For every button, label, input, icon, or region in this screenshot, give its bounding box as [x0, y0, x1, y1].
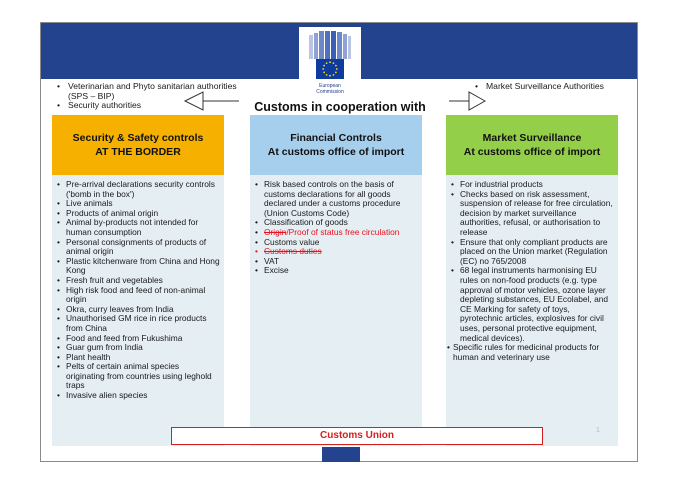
list-item: • Personal consignments of products of animal origin [56, 238, 220, 257]
slide [40, 22, 638, 462]
column-heading [446, 115, 618, 175]
column-heading [250, 115, 422, 175]
list-item: • Plant health [56, 353, 220, 363]
list-item: • Pre-arrival declarations security controls ('bomb in the box') [56, 180, 220, 199]
list-item: • Classification of goods [254, 218, 418, 228]
right-arrow-head-icon [469, 92, 485, 110]
list-item-duties: • Customs duties [254, 247, 418, 257]
list-item: • 68 legal instruments harmonising EU rules on non-food products (e.g. type approval of motor vehicles, ozone layer depleting substances, EU Ecolabel, and CE Marking for safety of toys, pyrotechnic articles, explosives for civil uses, personal protective equipment, medical devices). [450, 266, 614, 343]
list-item: • Unauthorised GM rice in rice products from China [56, 314, 220, 333]
column-list [250, 175, 422, 276]
list-item: • Customs value [254, 238, 418, 248]
list-item: • Food and feed from Fukushima [56, 334, 220, 344]
list-item: • Specific rules for medicinal products for human and veterinary use [450, 343, 614, 362]
heading-line2: At customs office of import [463, 146, 601, 158]
list-item: • VAT [254, 257, 418, 267]
list-item: • Ensure that only compliant products are placed on the Union market (Regulation (EC) no 765/2008 [450, 238, 614, 267]
list-item: • Guar gum from India [56, 343, 220, 353]
list-item: • Invasive alien species [56, 391, 220, 401]
ext-left-item: • Security authorities [55, 101, 245, 111]
column-security-safety [52, 115, 224, 446]
list-item: • Excise [254, 266, 418, 276]
heading-line1: Market Surveillance [482, 132, 582, 144]
list-item: • Animal by-products not intended for human consumption [56, 218, 220, 237]
list-item: • Products of animal origin [56, 209, 220, 219]
added-text: /Proof of status free circulation [286, 226, 400, 237]
heading-line1: Security & Safety controls [72, 132, 204, 144]
heading-line2: At customs office of import [267, 146, 405, 158]
column-list [52, 175, 224, 401]
page-number: 1 [596, 427, 600, 434]
list-item: • High risk food and feed of non-animal origin [56, 286, 220, 305]
european-commission-logo [299, 27, 361, 99]
struck-text: Origin [264, 226, 287, 237]
customs-union-banner: Customs Union [171, 427, 543, 445]
list-item: • Risk based controls on the basis of customs declarations for all goods declared under a customs procedure (Union Customs Code) [254, 180, 418, 218]
list-item: • Plastic kitchenware from China and Hong Kong [56, 257, 220, 276]
left-arrow-head-icon [185, 92, 203, 110]
list-item: • Okra, curry leaves from India [56, 305, 220, 315]
list-item: • Fresh fruit and vegetables [56, 276, 220, 286]
eu-flag-icon [316, 59, 344, 79]
column-financial-controls [250, 115, 422, 446]
ext-right-item: • Market Surveillance Authorities [473, 82, 633, 92]
ext-left-item: • Veterinarian and Phyto sanitarian authorities (SPS – BIP) [55, 82, 245, 101]
column-heading [52, 115, 224, 175]
logo-text-line1: European [319, 83, 341, 89]
commission-building-icon [307, 31, 353, 59]
logo-text-line2: Commission [316, 89, 344, 95]
list-item: • Checks based on risk assessment, suspension of release for free circulation, decision by market surveillance authorities, refusal, or authorisation to release [450, 190, 614, 238]
column-list [446, 175, 618, 362]
cooperation-title: Customs in cooperation with [254, 100, 426, 114]
list-item: • For industrial products [450, 180, 614, 190]
heading-line2: AT THE BORDER [95, 146, 181, 158]
footer-tab [322, 447, 360, 462]
heading-line1: Financial Controls [290, 132, 382, 144]
external-authorities-right [473, 82, 633, 92]
list-item: • Pelts of certain animal species originating from countries using leghold traps [56, 362, 220, 391]
list-item: • Live animals [56, 199, 220, 209]
column-market-surveillance [446, 115, 618, 446]
